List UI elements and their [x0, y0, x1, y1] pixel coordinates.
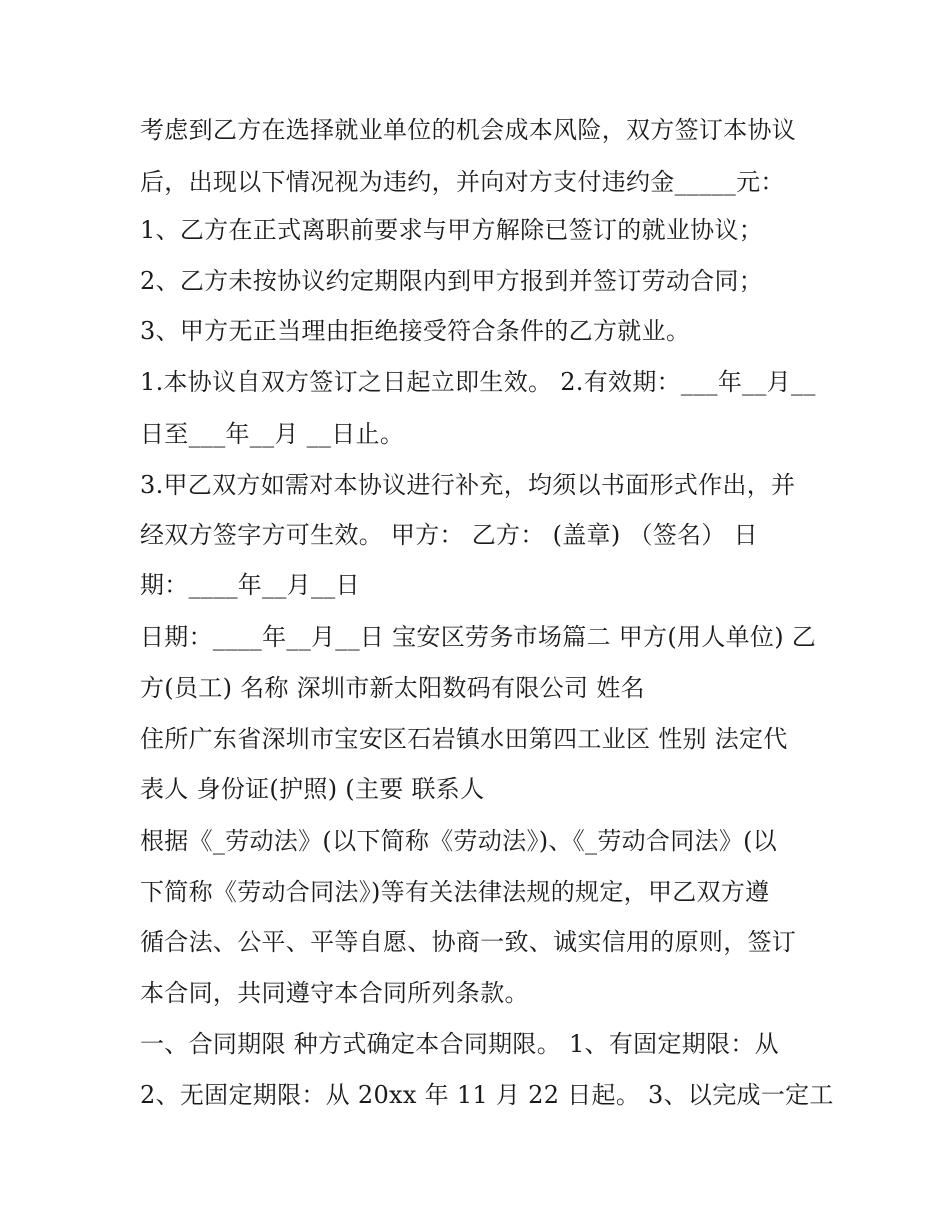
text-line: 根据《_劳动法》(以下简称《劳动法》)、《_劳动合同法》(以 [140, 827, 778, 855]
text-line: 循合法、公平、平等自愿、协商一致、诚实信用的原则，签订 [140, 928, 797, 956]
text-line: 本合同，共同遵守本合同所列条款。 [140, 979, 529, 1007]
text-line: 3、甲方无正当理由拒绝接受符合条件的乙方就业。 [140, 317, 691, 345]
text-line: 经双方签字方可生效。 甲方： 乙方： (盖章) （签名） 日 [140, 521, 758, 549]
text-line: 一、合同期限 种方式确定本合同期限。 1、有固定期限：从 [140, 1030, 779, 1058]
text-line: 表人 身份证(护照) (主要 联系人 [140, 775, 485, 803]
text-line: 日至___年__月 __日止。 [140, 420, 405, 448]
text-line: 方(员工) 名称 深圳市新太阳数码有限公司 姓名 [140, 674, 645, 702]
text-line: 2、乙方未按协议约定期限内到甲方报到并签订劳动合同； [140, 267, 764, 295]
text-line: 1、乙方在正式离职前要求与甲方解除已签订的就业协议； [140, 216, 764, 244]
text-line: 后，出现以下情况视为违约，并向对方支付违约金_____元： [140, 168, 785, 196]
text-line: 3.甲乙双方如需对本协议进行补充，均须以书面形式作出，并 [140, 471, 796, 499]
text-line: 2、无固定期限：从 20xx 年 11 月 22 日起。 3、以完成一定工 [140, 1081, 834, 1109]
text-line: 下简称《劳动合同法》)等有关法律法规的规定，甲乙双方遵 [140, 878, 770, 906]
text-line: 期：____年__月__日 [140, 571, 360, 599]
text-line: 考虑到乙方在选择就业单位的机会成本风险，双方签订本协议 [140, 116, 797, 144]
text-line: 住所广东省深圳市宝安区石岩镇水田第四工业区 性别 法定代 [140, 725, 788, 753]
text-line: 日期：____年__月__日 宝安区劳务市场篇二 甲方(用人单位) 乙 [140, 623, 817, 651]
text-line: 1.本协议自双方签订之日起立即生效。 2.有效期：___年__月__ [140, 368, 816, 396]
